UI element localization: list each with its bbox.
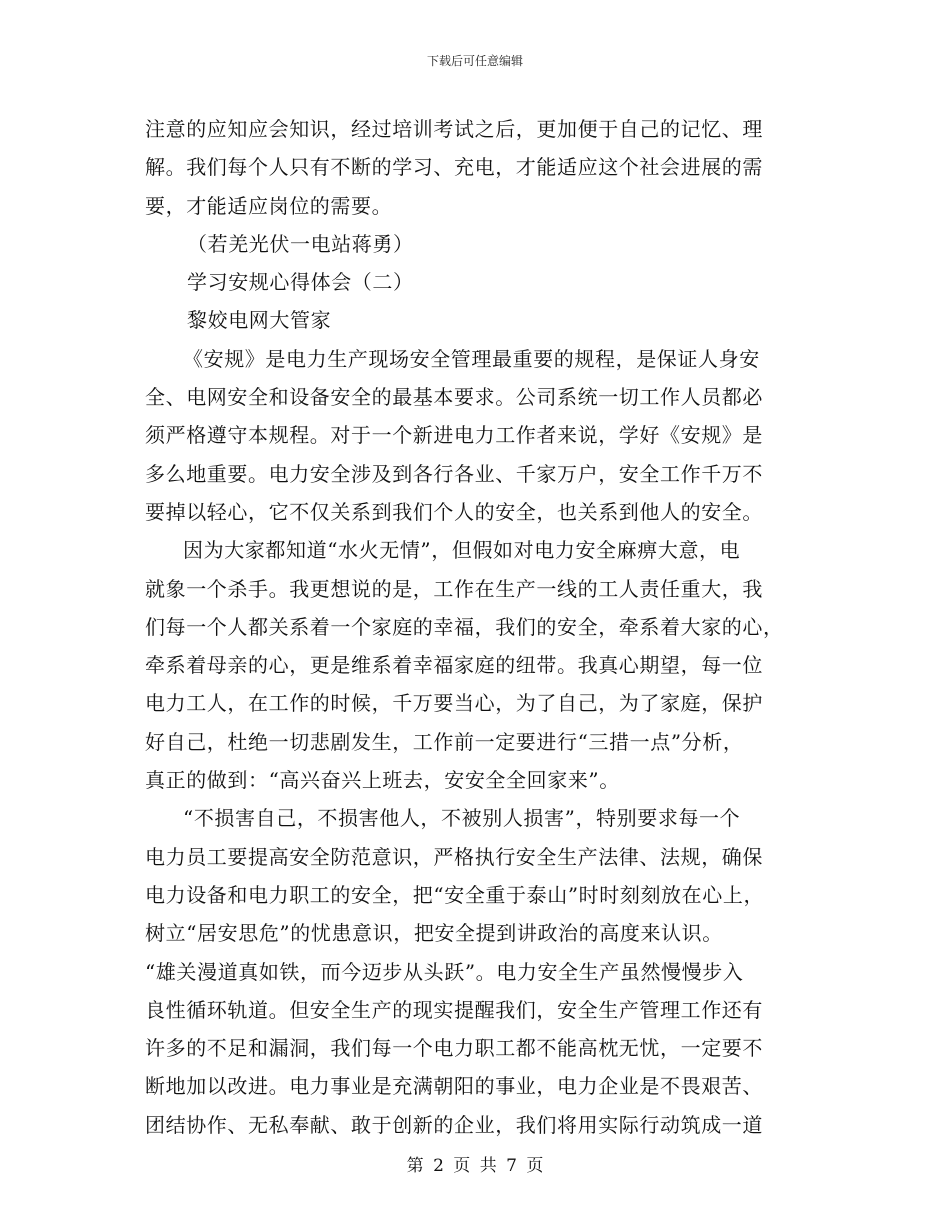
text-line: 注意的应知应会知识，经过培训考试之后，更加便于自己的记忆、理 bbox=[145, 117, 763, 141]
text-line: 须严格遵守本规程。对于一个新进电力工作者来说，学好《安规》是 bbox=[145, 423, 763, 448]
text-line: “雄关漫道真如铁，而今迈步从头跃”。电力安全生产虽然慢慢步入 bbox=[145, 959, 744, 984]
paragraph-start: “不损害自己，不损害他人，不被别人损害”，特别要求每一个 bbox=[183, 806, 741, 831]
text-line: 要，才能适应岗位的需要。 bbox=[145, 193, 393, 218]
text-line: 好自己，杜绝一切悲剧发生，工作前一定要进行“三措一点”分析， bbox=[145, 729, 744, 754]
text-line: 电力员工要提高安全防范意识，严格执行安全生产法律、法规，确保 bbox=[145, 844, 763, 869]
paragraph-start: 《安规》是电力生产现场安全管理最重要的规程，是保证人身安 bbox=[183, 346, 760, 371]
author-note: （若羌光伏一电站蒋勇） bbox=[187, 231, 414, 256]
text-line: 真正的做到：“高兴奋兴上班去，安安全全回家来”。 bbox=[145, 768, 620, 793]
text-line: 团结协作、无私奉献、敢于创新的企业，我们将用实际行动筑成一道 bbox=[145, 1112, 763, 1137]
author-name: 黎姣电网大管家 bbox=[187, 308, 332, 333]
text-line: 许多的不足和漏洞，我们每一个电力职工都不能高枕无忧，一定要不 bbox=[145, 1036, 763, 1061]
section-title: 学习安规心得体会（二） bbox=[187, 270, 414, 295]
text-line: 断地加以改进。电力事业是充满朝阳的事业，电力企业是不畏艰苦、 bbox=[145, 1074, 763, 1099]
text-line: 电力工人，在工作的时候，千万要当心，为了自己，为了家庭，保护 bbox=[145, 691, 763, 716]
text-line: 牵系着母亲的心，更是维系着幸福家庭的纽带。我真心期望，每一位 bbox=[145, 653, 763, 678]
text-line: 们每一个人都关系着一个家庭的幸福，我们的安全，牵系着大家的心， bbox=[145, 614, 784, 639]
page-footer: 第 2 页 共 7 页 bbox=[406, 1156, 544, 1176]
text-line: 全、电网安全和设备安全的最基本要求。公司系统一切工作人员都必 bbox=[145, 385, 763, 410]
text-line: 树立“居安思危”的忧患意识，把安全提到讲政治的高度来认识。 bbox=[145, 921, 723, 946]
text-line: 要掉以轻心，它不仅关系到我们个人的安全，也关系到他人的安全。 bbox=[145, 499, 763, 524]
document-body bbox=[145, 110, 805, 1144]
paragraph-start: 因为大家都知道“水火无情”，但假如对电力安全麻痹大意，电 bbox=[183, 538, 741, 563]
text-line: 良性循环轨道。但安全生产的现实提醒我们，安全生产管理工作还有 bbox=[145, 997, 763, 1022]
text-line: 解。我们每个人只有不断的学习、充电，才能适应这个社会进展的需 bbox=[145, 155, 763, 180]
text-line: 多么地重要。电力安全涉及到各行各业、千家万户，安全工作千万不 bbox=[145, 461, 763, 486]
text-line: 电力设备和电力职工的安全，把“安全重于泰山”时时刻刻放在心上， bbox=[145, 882, 765, 907]
page-header: 下载后可任意编辑 bbox=[426, 54, 523, 68]
text-line: 就象一个杀手。我更想说的是，工作在生产一线的工人责任重大，我 bbox=[145, 576, 763, 601]
